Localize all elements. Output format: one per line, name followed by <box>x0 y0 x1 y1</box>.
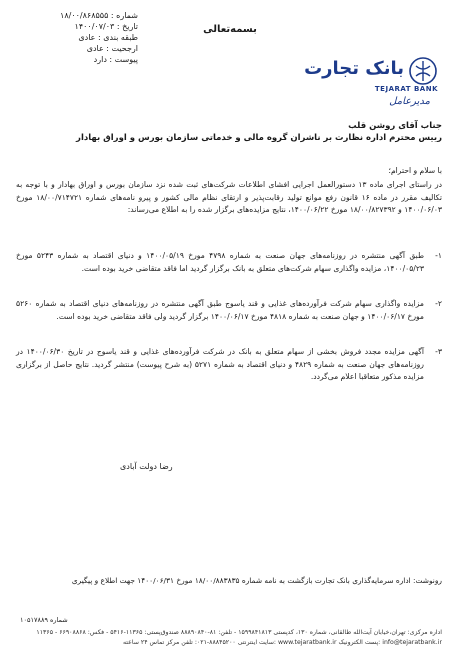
list-item <box>16 346 442 384</box>
letter-number: شماره : ۱۸/۰۰/۸۶۸۵۵۵ <box>60 11 138 20</box>
footer-address: اداره مرکزی: تهران،خیابان آیت‌الله طالقانی، شماره ۱۳۰، کدپستی ۱۵۹۹۸۴۱۸۱۳ - تلفن: ۸۱-۸۸۸۹۰۸۴۰ صندوق‌پستی: ۱۱۳۶۵-۵۴۱۶ - فکس: ۶۶۹۰۸۸۶۸ - ۱۱۳۶۵ <box>36 629 442 636</box>
list-item <box>16 298 442 323</box>
letter-date: تاریخ : ۱۴۰۰/۰۷/۰۳ <box>74 22 138 31</box>
addressee <box>22 120 442 144</box>
intro-paragraph: در راستای اجرای ماده ۱۳ دستورالعمل اجرایی افشای اطلاعات شرکت‌های ثبت شده نزد سازمان بورس و اوراق بهادار و با توجه به تکالیف مقرر در ماده ۱۶ قانون رفع موانع تولید رقابت‌پذیر و ارتقای نظام مالی کشور و پیرو نامه‌های شماره ۱۸/۰۰/۷۱۴۷۲۱ مورخ ۱۴۰۰/۰۶/۰۳ و ۱۸/۰۰/۸۲۷۳۹۲ مورخ ۱۴۰۰/۰۶/۲۲، نتایج مزایده‌های برگزار شده را به اطلاع می‌رساند: <box>16 180 443 214</box>
letter-attachment: پیوست : دارد <box>93 55 138 64</box>
letter-meta <box>20 10 138 65</box>
list-item-number: ۲- <box>435 299 442 308</box>
ceo-stamp: مدیرعامل <box>389 96 430 107</box>
bank-name-fa: بانک تجارت <box>304 58 404 79</box>
list-item-text: مزایده واگذاری سهام شرکت فرآورده‌های غذایی و قند یاسوج طبق آگهی منتشره در روزنامه‌های دنیای اقتصاد به شماره ۵۲۶۰ مورخ ۱۴۰۰/۰۶/۱۷ و جهان صنعت به شماره ۴۸۱۸ مورخ ۱۴۰۰/۰۶/۱۷ برگزار گردید ولی فاقد متقاضی خرید بوده است. <box>16 299 424 321</box>
footer-contact: info@tejaratbank.ir :پست الکترونیک www.tejaratbank.ir :سایت اینترنتی ۸۸۸۴۵۲۰۰-۰۲۱: تلفن مرکز تماس ۲۴ ساعته <box>122 639 442 646</box>
addressee-name: جناب آقای روشن قلب <box>348 121 442 131</box>
document-code: شماره ۱۰۵۱۷۸۸۹ <box>20 616 68 624</box>
basmala: بسمه‌تعالی <box>203 24 257 35</box>
list-item-text: طبق آگهی منتشره در روزنامه‌های جهان صنعت به شماره ۴۷۹۸ مورخ ۱۴۰۰/۰۵/۱۹ و دنیای اقتصاد به شماره ۵۲۴۳ مورخ ۱۴۰۰/۰۵/۲۳، مزایده واگذاری سهام شرکت‌های متعلق به بانک برگزار گردید اما فاقد متقاضی خرید بوده است. <box>16 251 425 273</box>
greeting: با سلام و احترام؛ <box>388 166 442 175</box>
bank-name-en: TEJARAT BANK <box>374 85 438 93</box>
signer-name: رضا دولت آبادی <box>120 462 173 471</box>
list-item-text: آگهی مزایده مجدد فروش بخشی از سهام متعلق به بانک در شرکت فرآورده‌های غذایی و قند یاسوج در تاریخ ۱۴۰۰/۰۶/۳۰ در روزنامه‌های جهان صنعت به شماره ۴۸۲۹ و دنیای اقتصاد به شماره ۵۲۷۱ (به شرح پیوست) منتشر گردید. نتایج حاصل از برگزاری مزایده مذکور متعاقبا اعلام می‌گردد. <box>16 347 424 381</box>
addressee-title: رییس محترم اداره نظارت بر ناشران گروه مالی و خدماتی سازمان بورس و اوراق بهادار <box>76 133 442 143</box>
letter-footer <box>16 628 442 648</box>
bank-emblem-icon <box>408 56 438 86</box>
letter-priority: ارجحیت : عادی <box>86 44 138 53</box>
list-item <box>16 250 442 275</box>
list-item-number: ۳- <box>435 347 442 356</box>
list-item-number: ۱- <box>435 251 442 260</box>
bank-logo <box>304 52 442 114</box>
letter-classification: طبقه بندی : عادی <box>78 33 138 42</box>
carbon-copy: رونوشت: اداره سرمایه‌گذاری بانک تجارت بازگشت به نامه شماره ۱۸/۰۰/۸۸۳۸۳۵ مورخ ۱۴۰۰/۰۶/۳۱ جهت اطلاع و پیگیری <box>71 576 442 585</box>
